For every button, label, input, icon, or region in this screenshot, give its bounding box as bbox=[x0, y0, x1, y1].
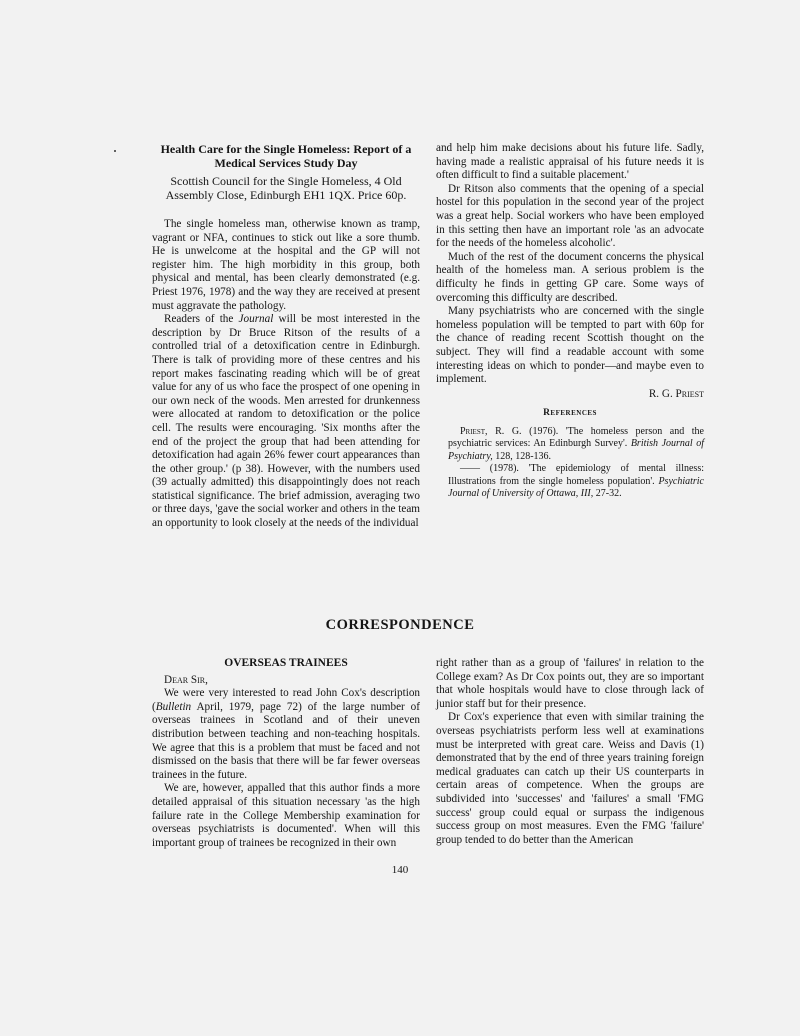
letter-paragraph: Dr Cox's experience that even with similar training the overseas psychiatrists perform less well at examinations must be interpreted with great care. Weiss and Davis (1) demonstrated that by the end of three years training foreign medical graduates can catch up their US counterparts in certain areas of competence. When the groups are subdivided into 'successes' and 'failures' a small 'FMG success' group could equal or surpass the indigenous success group on most measures. Even the FMG 'failure' group tended to do better than the American bbox=[436, 711, 704, 846]
paragraph-continuation: and help him make decisions about his future life. Sadly, having made a realistic appraisal of his future needs it is often difficult to find a suitable placement.' bbox=[436, 142, 704, 182]
review-signature: R. G. Priest bbox=[648, 387, 704, 400]
review-column-right bbox=[436, 142, 704, 500]
review-paragraph: Dr Ritson also comments that the opening of a special hostel for this population in the second year of the project was a great help. Social workers who have been employed in this setting then have an important role 'as an advocate for the needs of the homeless alcoholic'. bbox=[436, 182, 704, 250]
letter-column-left bbox=[152, 657, 420, 850]
letter-salutation: Dear Sir, bbox=[164, 673, 208, 686]
letter-title: OVERSEAS TRAINEES bbox=[224, 657, 348, 669]
review-paragraph: Much of the rest of the document concerns the physical health of the homeless man. A serious problem is the difficulty he finds in getting GP care. Some ways of overcoming this difficulty are described. bbox=[436, 250, 704, 304]
paragraph-continuation: right rather than as a group of 'failures' in relation to the College exam? As Dr Cox points out, they are so important that whole hospitals would have to close through lack of junior staff but for their presence. bbox=[436, 657, 704, 710]
letter-paragraph: We are, however, appalled that this author finds a more detailed appraisal of this situation necessary 'as the high failure rate in the College Membership examination for overseas psychiatrists is documented'. When will this important group of trainees be recognized in their own bbox=[152, 782, 420, 849]
review-paragraph: The single homeless man, otherwise known as tramp, vagrant or NFA, continues to stick out like a sore thumb. He is unwelcome at the hospital and the GP will not register him. The high morbidity in this group, both physical and mental, has been clearly demonstrated (e.g. Priest 1976, 1978) and the way they are received at present must aggravate the pathology. bbox=[152, 218, 420, 312]
letter-paragraph: We were very interested to read John Cox's description (Bulletin April, 1979, page 72) of the large number of overseas trainees in Scotland and of their uneven distribution between teaching and non-teaching hospitals. We agree that this is a problem that must be faced and not dismissed on the basis that there will be far fewer overseas trainees in the future. bbox=[152, 687, 420, 781]
review-paragraph: Readers of the Journal will be most interested in the description by Dr Bruce Ritson of the results of a controlled trial of a detoxification centre in Edinburgh. There is talk of providing more of these centres and his report makes fascinating reading which will be of great value for any of us who face the prospect of one opening in our own neck of the woods. Men arrested for drunkenness were allocated at random to detoxification or the police cell. The results were encouraging. 'Six months after the end of the project the group that had been attending for detoxification had again 26% fewer court appearances than the other group.' (p 38). However, with the numbers used (39 actually admitted) this disappointingly does not reach statistical significance. The brief admission, averaging two or three days, 'gave the social worker and others in the team an opportunity to look closely at the needs of the individual bbox=[152, 313, 420, 530]
reference-item: Priest, R. G. (1976). 'The homeless person and the psychiatric services: An Edinburgh Survey'. British Journal of Psychiatry, 128, 128-136. bbox=[448, 425, 704, 462]
references-heading: References bbox=[543, 408, 597, 419]
review-title: Health Care for the Single Homeless: Report of a Medical Services Study Day bbox=[160, 142, 412, 170]
page-number: 140 bbox=[391, 864, 409, 876]
review-column-left bbox=[152, 142, 420, 531]
margin-mark bbox=[114, 150, 116, 152]
review-paragraph: Many psychiatrists who are concerned with the single homeless population will be tempted to part with 60p for the chance of reading recent Scottish thought on the subject. They will find a readable account with some interesting ideas on which to ponder—and maybe even to implement. bbox=[436, 305, 704, 386]
section-heading: CORRESPONDENCE bbox=[325, 617, 475, 633]
reference-item: —— (1978). 'The epidemiology of mental illness: Illustrations from the single homeless population'. Psychiatric Journal of University of Ottawa, III, 27-32. bbox=[448, 463, 704, 499]
review-publisher: Scottish Council for the Single Homeless, 4 Old Assembly Close, Edinburgh EH1 1QX. Price 60p. bbox=[165, 174, 407, 202]
letter-column-right bbox=[436, 657, 704, 847]
